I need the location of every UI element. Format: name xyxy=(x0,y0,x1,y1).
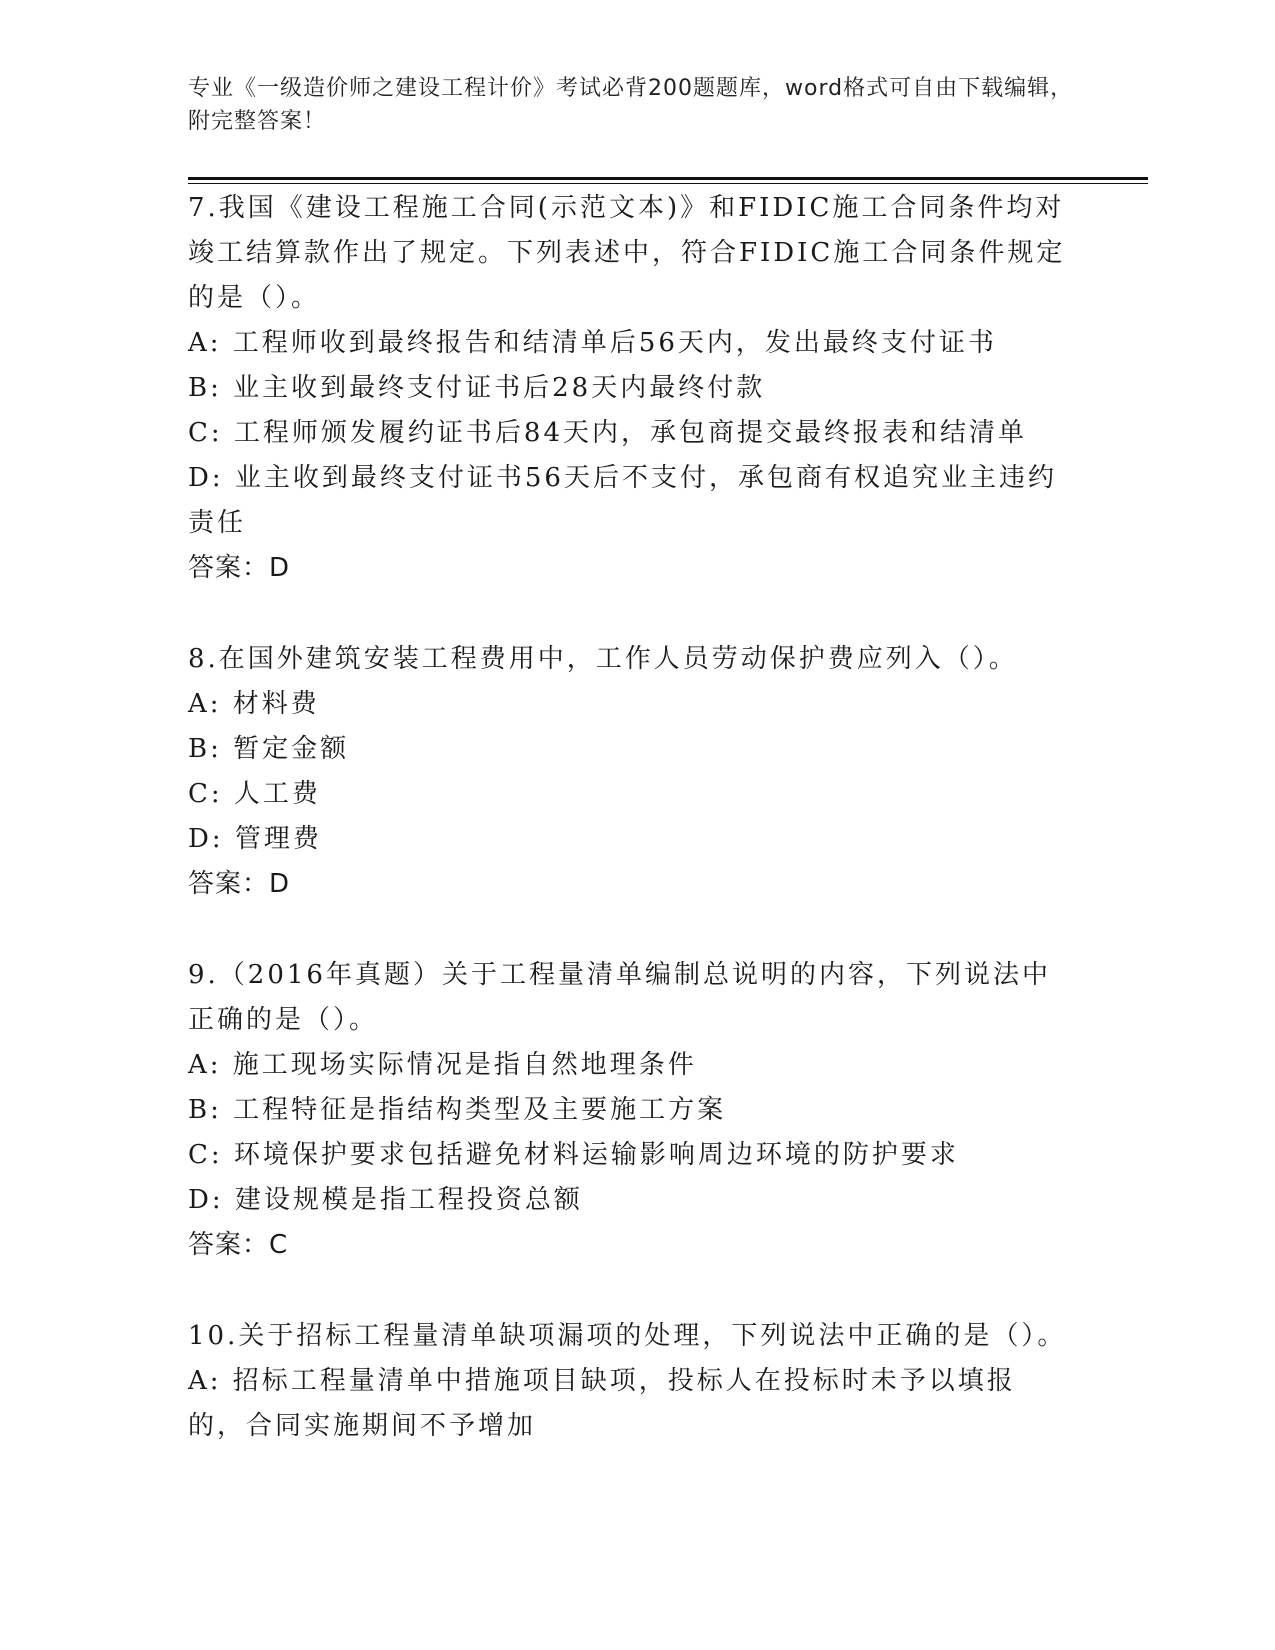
option-d: D: 建设规模是指工程投资总额 xyxy=(188,1185,583,1215)
question-9 xyxy=(188,953,1068,1268)
question-list xyxy=(188,186,1068,1449)
question-stem: 9.（2016年真题）关于工程量清单编制总说明的内容，下列说法中正确的是（）。 xyxy=(188,960,1051,1035)
question-stem: 7.我国《建设工程施工合同(示范文本)》和FIDIC施工合同条件均对竣工结算款作出了规定。下列表述中，符合FIDIC施工合同条件规定的是（）。 xyxy=(188,193,1066,313)
document-header: 专业《一级造价师之建设工程计价》考试必背200题题库，word格式可自由下载编辑，附完整答案！ xyxy=(188,76,1074,134)
question-10 xyxy=(188,1314,1068,1449)
answer-line: 答案：D xyxy=(188,869,291,899)
answer-line: 答案：D xyxy=(188,553,291,583)
question-7 xyxy=(188,186,1068,591)
header-divider-thin xyxy=(188,183,1148,184)
option-a: A: 材料费 xyxy=(188,689,320,719)
option-b: B: 暂定金额 xyxy=(188,734,350,764)
question-stem: 8.在国外建筑安装工程费用中，工作人员劳动保护费应列入（）。 xyxy=(188,644,1018,674)
header-divider-thick xyxy=(188,177,1148,180)
question-8 xyxy=(188,637,1068,907)
option-a: A: 施工现场实际情况是指自然地理条件 xyxy=(188,1050,697,1080)
option-c: C: 环境保护要求包括避免材料运输影响周边环境的防护要求 xyxy=(188,1140,959,1170)
option-c: C: 人工费 xyxy=(188,779,321,809)
option-d: D: 管理费 xyxy=(188,824,322,854)
option-c: C: 工程师颁发履约证书后84天内，承包商提交最终报表和结清单 xyxy=(188,418,1028,448)
answer-line: 答案：C xyxy=(188,1230,289,1260)
option-a: A: 工程师收到最终报告和结清单后56天内，发出最终支付证书 xyxy=(188,328,997,358)
question-stem: 10.关于招标工程量清单缺项漏项的处理，下列说法中正确的是（）。 xyxy=(188,1321,1067,1351)
option-b: B: 业主收到最终支付证书后28天内最终付款 xyxy=(188,373,766,403)
option-b: B: 工程特征是指结构类型及主要施工方案 xyxy=(188,1095,727,1125)
option-a: A: 招标工程量清单中措施项目缺项，投标人在投标时未予以填报的，合同实施期间不予增加 xyxy=(188,1366,1016,1441)
option-d: D: 业主收到最终支付证书56天后不支付，承包商有权追究业主违约责任 xyxy=(188,463,1057,538)
